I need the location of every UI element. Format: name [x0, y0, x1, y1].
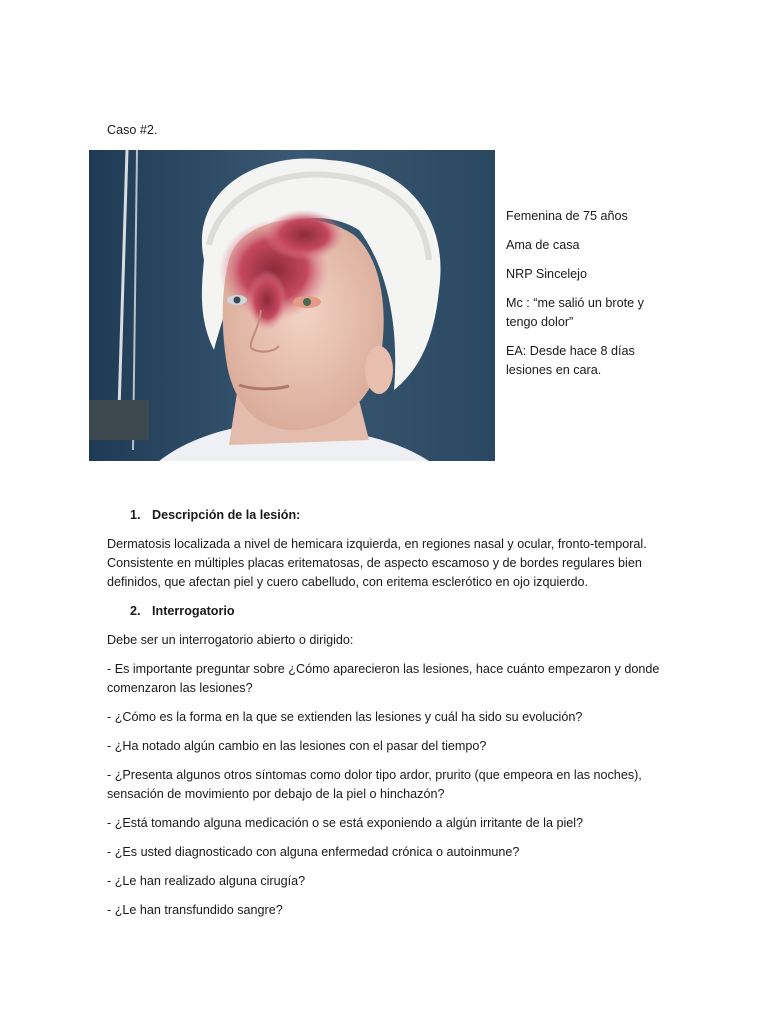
lesion-description-paragraph: Dermatosis localizada a nivel de hemicara izquierda, en regiones nasal y ocular, fronto-temporal. Consistente en múltiples placas eritematosas, de aspecto escamoso y de bordes regulares bien definidos, que afectan piel y cuero cabelludo, con eritema esclerótico en ojo izquierdo.: [107, 537, 647, 589]
question-item: - ¿Ha notado algún cambio en las lesiones con el pasar del tiempo?: [107, 739, 487, 753]
question-item: - ¿Le han transfundido sangre?: [107, 903, 283, 917]
question-item: - ¿Está tomando alguna medicación o se está exponiendo a algún irritante de la piel?: [107, 816, 584, 830]
patient-face-photo: [89, 150, 495, 461]
patient-sex-age: Femenina de 75 años: [506, 209, 628, 223]
interrogation-intro: Debe ser un interrogatorio abierto o dirigido:: [107, 633, 354, 647]
patient-info: [506, 207, 676, 390]
case-content: [107, 506, 667, 930]
current-illness: EA: Desde hace 8 días lesiones en cara.: [506, 344, 635, 377]
question-item: - ¿Es usted diagnosticado con alguna enfermedad crónica o autoinmune?: [107, 845, 520, 859]
case-title: Caso #2.: [107, 123, 158, 137]
section-title: Interrogatorio: [152, 604, 235, 618]
patient-occupation: Ama de casa: [506, 238, 580, 252]
question-item: - Es importante preguntar sobre ¿Cómo aparecieron las lesiones, hace cuánto empezaron y donde comenzaron las lesiones?: [107, 662, 660, 695]
section-number: 2.: [130, 604, 141, 618]
question-item: - ¿Le han realizado alguna cirugía?: [107, 874, 306, 888]
chief-complaint: Mc : “me salió un brote y tengo dolor”: [506, 296, 644, 329]
patient-photo-illustration: [89, 150, 495, 461]
question-item: - ¿Presenta algunos otros síntomas como dolor tipo ardor, prurito (que empeora en las noches), sensación de movimiento por debajo de la piel o hinchazón?: [107, 768, 642, 801]
question-item: - ¿Cómo es la forma en la que se extienden las lesiones y cuál ha sido su evolución?: [107, 710, 583, 724]
section-number: 1.: [130, 508, 141, 522]
section-heading-description: [107, 506, 667, 525]
section-title: Descripción de la lesión:: [152, 508, 301, 522]
section-heading-interrogation: [107, 602, 667, 621]
patient-origin: NRP Sincelejo: [506, 267, 587, 281]
